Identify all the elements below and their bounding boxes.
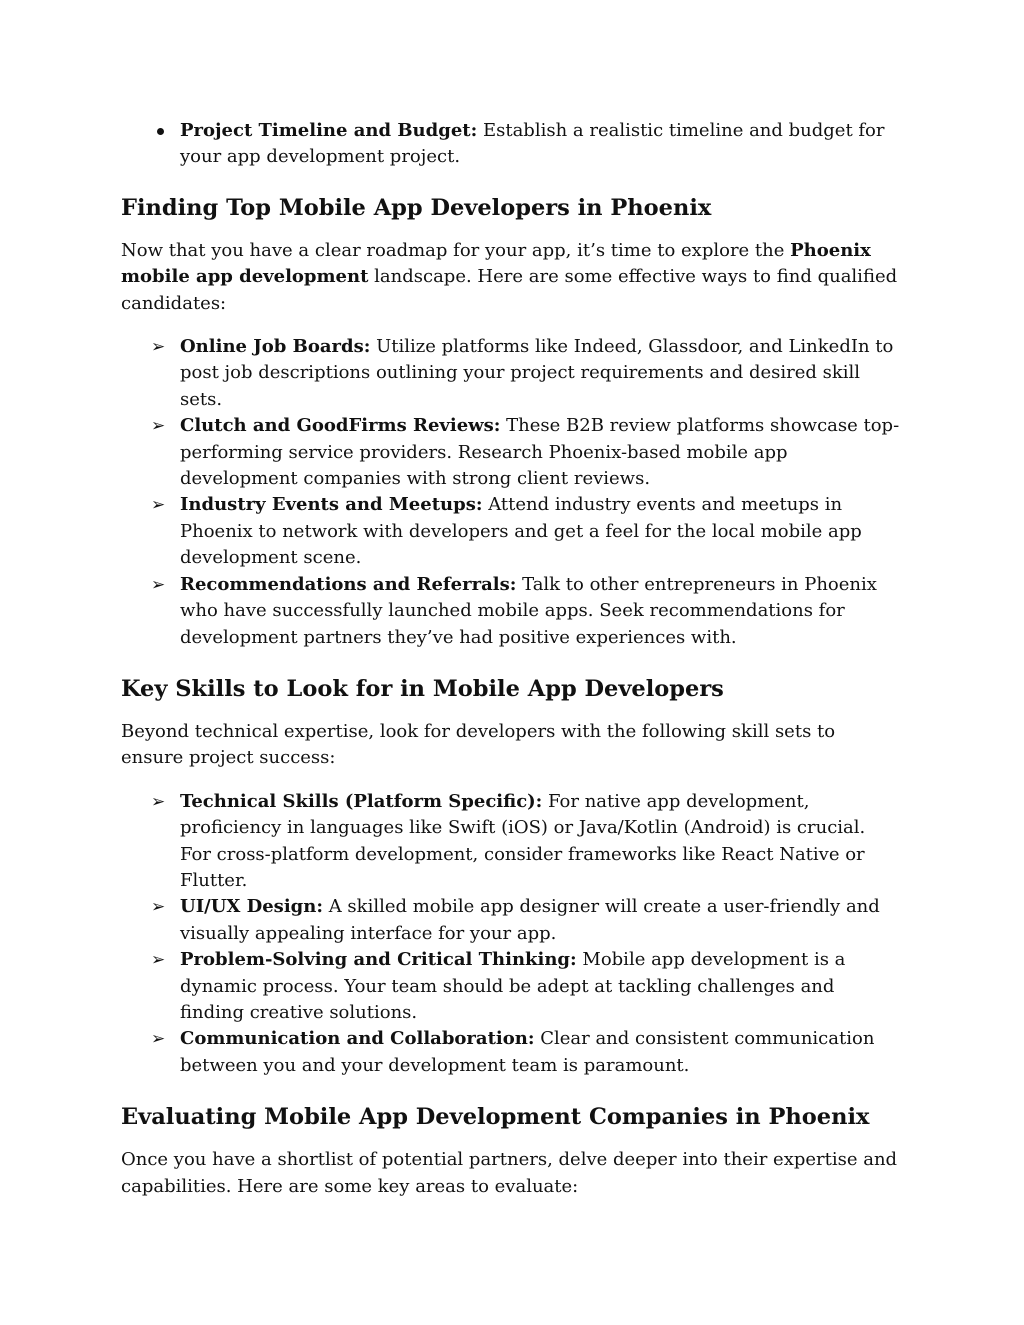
item-title: Technical Skills (Platform Specific): <box>180 790 543 812</box>
list-item <box>121 789 901 895</box>
item-title: Online Job Boards: <box>180 336 371 358</box>
bullet-dot-icon <box>157 128 164 135</box>
list-item <box>121 118 901 171</box>
section-heading: Key Skills to Look for in Mobile App Developers <box>121 675 724 702</box>
section-list <box>121 789 901 1079</box>
item-text: Talk to other entrepreneurs in Phoenix who have successfully launched mobile apps. Seek recommendations for development partners they’ve had positive experiences with. <box>180 573 877 648</box>
item-title: Industry Events and Meetups: <box>180 494 483 516</box>
item-text: These B2B review platforms showcase top-performing service providers. Research Phoenix-based mobile app development companies with strong client reviews. <box>180 415 900 490</box>
section-paragraph <box>121 238 901 317</box>
item-text: A skilled mobile app designer will create a user-friendly and visually appealing interface for your app. <box>180 896 880 944</box>
paragraph-emphasis: Phoenix mobile app development <box>121 239 871 288</box>
list-item <box>121 947 901 1026</box>
arrowhead-bullet-icon: ➢ <box>151 416 166 437</box>
item-text: Clear and consistent communication between you and your development team is paramount. <box>180 1028 875 1076</box>
list-item <box>121 572 901 651</box>
item-text: Attend industry events and meetups in Phoenix to network with developers and get a feel for the local mobile app development scene. <box>180 494 862 569</box>
item-title: Recommendations and Referrals: <box>180 573 517 595</box>
arrowhead-bullet-icon: ➢ <box>151 495 166 516</box>
item-title: Communication and Collaboration: <box>180 1028 535 1050</box>
paragraph-text: landscape. Here are some effective ways to find qualified candidates: <box>121 266 898 314</box>
item-text: Mobile app development is a dynamic process. Your team should be adept at tackling challenges and finding creative solutions. <box>180 949 846 1023</box>
document-page <box>121 118 901 1200</box>
arrowhead-bullet-icon: ➢ <box>151 337 166 358</box>
item-title: Problem-Solving and Critical Thinking: <box>180 949 577 971</box>
section-heading: Finding Top Mobile App Developers in Phoenix <box>121 194 712 221</box>
list-item <box>121 1026 901 1079</box>
arrowhead-bullet-icon: ➢ <box>151 897 166 918</box>
list-item <box>121 894 901 947</box>
item-text: For native app development, proficiency in languages like Swift (iOS) or Java/Kotlin (Android) is crucial. For cross-platform development, consider frameworks like React Native or Flutter. <box>180 790 866 891</box>
item-title: Project Timeline and Budget: <box>180 120 478 141</box>
arrowhead-bullet-icon: ➢ <box>151 1029 166 1050</box>
intro-list <box>121 118 901 171</box>
arrowhead-bullet-icon: ➢ <box>151 791 166 812</box>
list-item <box>121 334 901 413</box>
section-heading: Evaluating Mobile App Development Companies in Phoenix <box>121 1104 870 1131</box>
section-list <box>121 334 901 651</box>
item-text: Establish a realistic timeline and budget for your app development project. <box>180 120 885 168</box>
arrowhead-bullet-icon: ➢ <box>151 574 166 595</box>
arrowhead-bullet-icon: ➢ <box>151 950 166 971</box>
section-paragraph: Once you have a shortlist of potential partners, delve deeper into their expertise and capabilities. Here are some key areas to evaluate: <box>121 1149 898 1197</box>
list-item <box>121 413 901 492</box>
item-title: UI/UX Design: <box>180 896 323 918</box>
list-item <box>121 492 901 571</box>
item-text: Utilize platforms like Indeed, Glassdoor, and LinkedIn to post job descriptions outlining your project requirements and desired skill sets. <box>180 336 894 410</box>
item-title: Clutch and GoodFirms Reviews: <box>180 415 501 437</box>
paragraph-text: Now that you have a clear roadmap for your app, it’s time to explore the <box>121 239 791 261</box>
section-paragraph: Beyond technical expertise, look for developers with the following skill sets to ensure project success: <box>121 720 836 769</box>
